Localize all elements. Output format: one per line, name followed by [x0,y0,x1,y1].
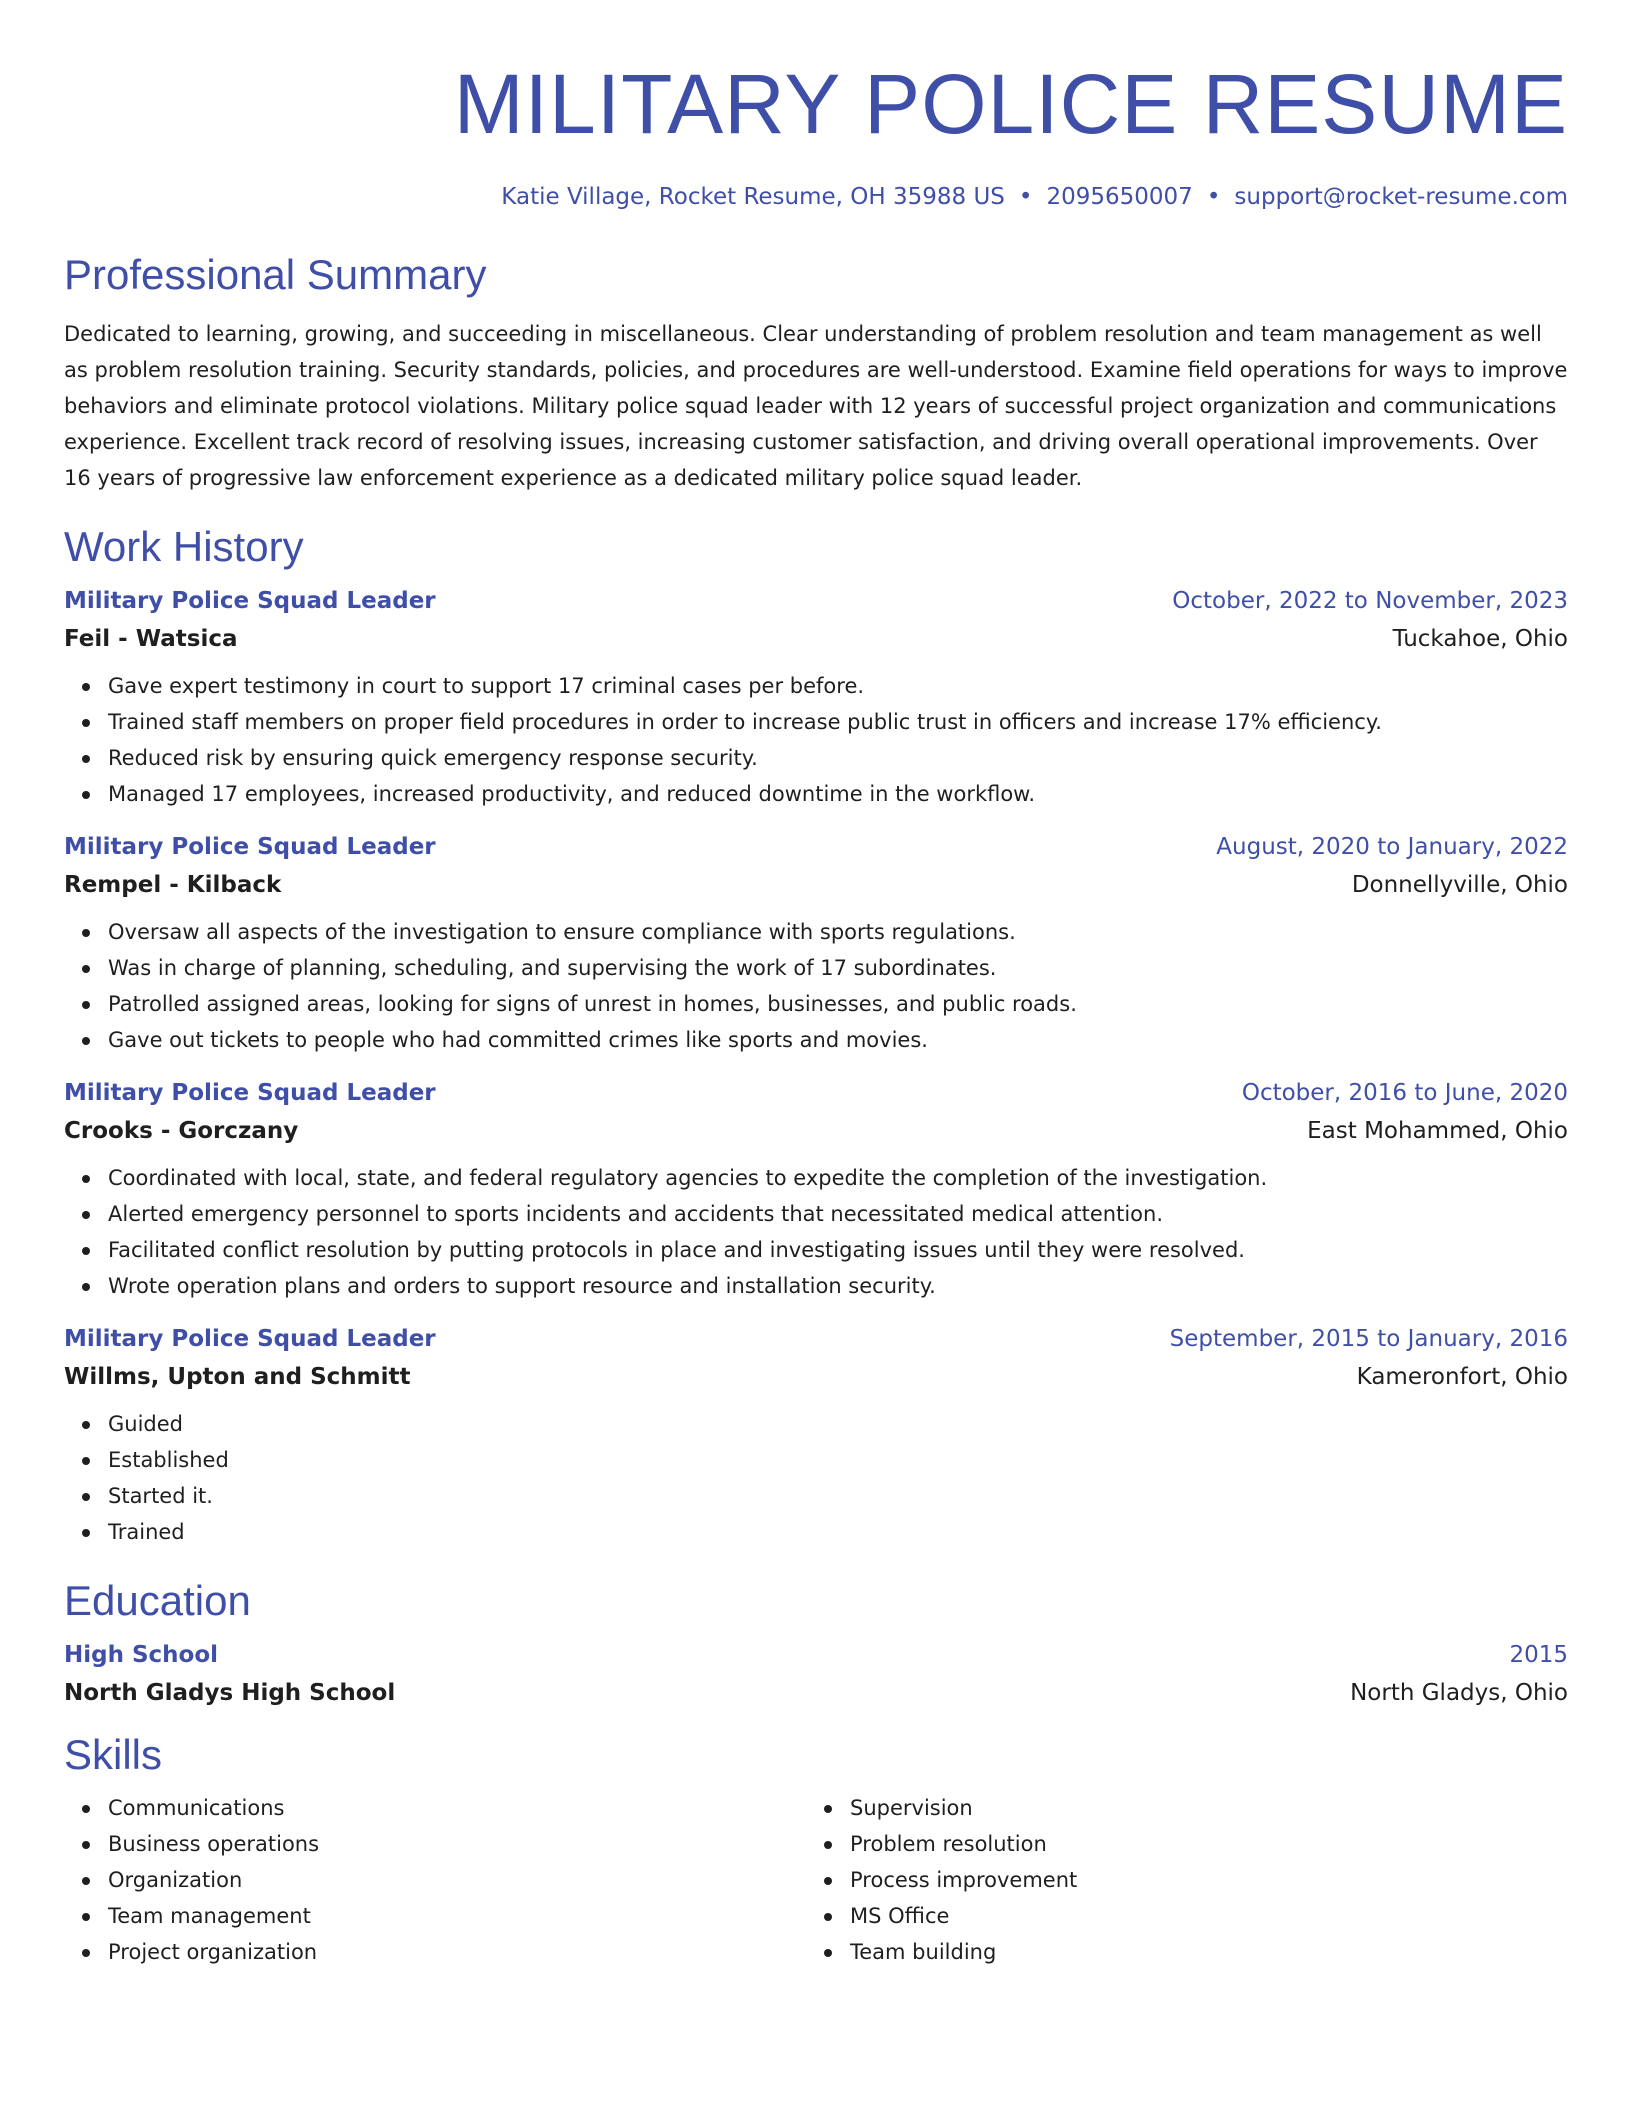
document-title: MILITARY POLICE RESUME [453,57,1568,151]
job-location: Donnellyville, Ohio [1351,872,1568,898]
skill-item: Project organization [108,1934,806,1970]
job-role: Military Police Squad Leader [64,588,436,614]
skill-item: Communications [108,1790,806,1826]
list-item: Patrolled assigned areas, looking for signs of unrest in homes, businesses, and public roads. [108,986,1568,1022]
job-role: Military Police Squad Leader [64,834,436,860]
skill-item: Organization [108,1862,806,1898]
summary-text: Dedicated to learning, growing, and succeeding in miscellaneous. Clear understanding of problem resolution and team management as well as problem resolution training. Security standards, policies, and procedures are well-understood. Examine field operations for ways to improve behaviors and eliminate protocol violations. Military police squad leader with 12 years of successful project organization and communications experience. Excellent track record of resolving issues, increasing customer satisfaction, and driving overall operational improvements. Over 16 years of progressive law enforcement experience as a dedicated military police squad leader. [64,322,1568,490]
education-degree: High School [64,1642,219,1668]
job-entry [64,1078,1568,1304]
job-header-row [64,1078,1568,1108]
education-entry [64,1640,1568,1708]
list-item: Managed 17 employees, increased productivity, and reduced downtime in the workflow. [108,776,1568,812]
skill-item: MS Office [850,1898,1548,1934]
skill-item: Business operations [108,1826,806,1862]
contact-phone: 2095650007 [1046,184,1193,210]
job-dates: September, 2015 to January, 2016 [1169,1326,1568,1352]
job-bullets [64,1406,1568,1550]
list-item: Trained staff members on proper field procedures in order to increase public trust in officers and increase 17% efficiency. [108,704,1568,740]
job-location: East Mohammed, Ohio [1307,1118,1568,1144]
job-bullets [64,668,1568,812]
skill-item: Problem resolution [850,1826,1548,1862]
education-year: 2015 [1509,1642,1568,1668]
contact-separator: • [1206,184,1221,210]
job-header-row [64,586,1568,616]
skills-grid [64,1790,1568,1970]
job-entry [64,832,1568,1058]
contact-address: Katie Village, Rocket Resume, OH 35988 US [501,184,1005,210]
job-dates: October, 2022 to November, 2023 [1172,588,1568,614]
contact-separator: • [1018,184,1033,210]
job-entry [64,586,1568,812]
education-header-row [64,1640,1568,1670]
education-school: North Gladys High School [64,1680,396,1706]
section-title-education: Education [64,1577,251,1624]
skills-column-left [64,1790,806,1970]
job-company-row [64,624,1568,654]
job-bullets [64,1160,1568,1304]
list-item: Was in charge of planning, scheduling, and supervising the work of 17 subordinates. [108,950,1568,986]
contact-email: support@rocket-resume.com [1234,184,1568,210]
list-item: Established [108,1442,1568,1478]
list-item: Alerted emergency personnel to sports incidents and accidents that necessitated medical attention. [108,1196,1568,1232]
job-dates: August, 2020 to January, 2022 [1216,834,1568,860]
list-item: Wrote operation plans and orders to support resource and installation security. [108,1268,1568,1304]
skills-column-right [806,1790,1548,1970]
job-role: Military Police Squad Leader [64,1080,436,1106]
list-item: Guided [108,1406,1568,1442]
list-item: Coordinated with local, state, and federal regulatory agencies to expedite the completion of the investigation. [108,1160,1568,1196]
education-school-row [64,1678,1568,1708]
skill-item: Supervision [850,1790,1548,1826]
section-title-summary: Professional Summary [64,251,487,298]
job-company: Crooks - Gorczany [64,1118,299,1144]
job-dates: October, 2016 to June, 2020 [1241,1080,1568,1106]
section-title-skills: Skills [64,1731,163,1778]
resume-header [64,0,1568,212]
job-role: Military Police Squad Leader [64,1326,436,1352]
list-item: Facilitated conflict resolution by putting protocols in place and investigating issues until they were resolved. [108,1232,1568,1268]
job-header-row [64,832,1568,862]
section-title-work-history: Work History [64,523,304,570]
list-item: Gave out tickets to people who had committed crimes like sports and movies. [108,1022,1568,1058]
contact-line [64,182,1568,212]
job-bullets [64,914,1568,1058]
skill-item: Process improvement [850,1862,1548,1898]
list-item: Reduced risk by ensuring quick emergency response security. [108,740,1568,776]
job-company: Rempel - Kilback [64,872,282,898]
job-header-row [64,1324,1568,1354]
list-item: Trained [108,1514,1568,1550]
job-company: Feil - Watsica [64,626,238,652]
list-item: Started it. [108,1478,1568,1514]
list-item: Gave expert testimony in court to support 17 criminal cases per before. [108,668,1568,704]
skill-item: Team building [850,1934,1548,1970]
education-location: North Gladys, Ohio [1350,1680,1568,1706]
list-item: Oversaw all aspects of the investigation to ensure compliance with sports regulations. [108,914,1568,950]
job-company-row [64,1362,1568,1392]
skills-list [64,1790,806,1970]
skills-list [806,1790,1548,1970]
skill-item: Team management [108,1898,806,1934]
job-company: Willms, Upton and Schmitt [64,1364,411,1390]
job-location: Tuckahoe, Ohio [1392,626,1568,652]
job-entry [64,1324,1568,1550]
job-location: Kameronfort, Ohio [1356,1364,1568,1390]
job-company-row [64,870,1568,900]
job-company-row [64,1116,1568,1146]
